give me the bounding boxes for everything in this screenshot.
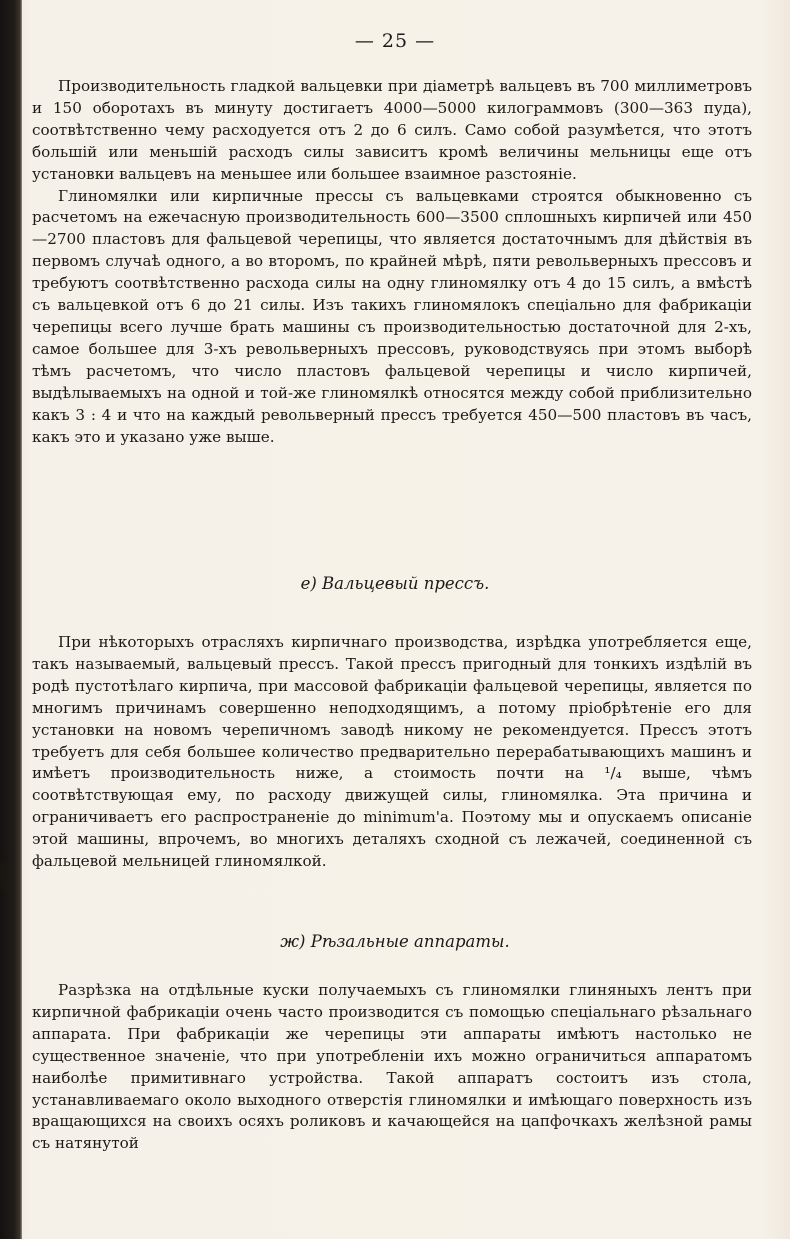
book-binding-edge: [0, 0, 22, 1239]
section-heading-cutters: ж) Рѣзальные аппараты.: [280, 932, 510, 951]
paragraph: При нѣкоторыхъ отрасляхъ кирпичнаго производства, изрѣдка употребляется еще, такъ называемый, вальцевый прессъ. Такой прессъ пригодный для тонкихъ издѣлій въ родѣ пустотѣлаго кирпича, при массовой фабрикаціи фальцевой черепицы, является по многимъ причинамъ совершенно неподходящимъ, а потому пріобрѣтеніе его для установки на новомъ черепичномъ заводѣ никому не рекомендуется. Прессъ этотъ требуетъ для себя большее количество предварительно перерабатывающихъ машинъ и имѣетъ производительность ниже, а стоимость почти на ¹/₄ выше, чѣмъ соотвѣтствующая ему, по расходу движущей силы, глиномялка. Эта причина и ограничиваетъ его распространеніе до minimum'а. Поэтому мы и опускаемъ описаніе этой машины, впрочемъ, во многихъ деталяхъ сходной съ лежачей, соединенной съ фальцевой мельницей глиномялкой.: [32, 633, 752, 871]
page-smudge: [0, 860, 10, 890]
section-3-text: [32, 980, 752, 1155]
section-1-text: [32, 76, 752, 448]
paragraph: Производительность гладкой вальцевки при діаметрѣ вальцевъ въ 700 миллиметровъ и 150 оборотахъ въ минуту достигаетъ 4000—5000 килограммовъ (300—363 пуда), соотвѣтственно чему расходуется отъ 2 до 6 силъ. Само собой разумѣется, что этотъ большій или меньшій расходъ силы зависитъ кромѣ величины мельницы еще отъ установки вальцевъ на меньшее или большее взаимное разстояніе.: [32, 77, 752, 183]
paragraph: Глиномялки или кирпичные прессы съ вальцевками строятся обыкновенно съ расчетомъ на ежечасную производительность 600—3500 сплошныхъ кирпичей или 450—2700 пластовъ для фальцевой черепицы, что является достаточнымъ для дѣйствія въ первомъ случаѣ одного, а во второмъ, по крайней мѣрѣ, пяти револьверныхъ прессовъ и требуютъ соотвѣтственно расхода силы на одну глиномялку отъ 4 до 15 силъ, а вмѣстѣ съ вальцевкой отъ 6 до 21 силы. Изъ такихъ глиномялокъ спеціально для фабрикаціи черепицы всего лучше брать машины съ производительностью достаточной для 2-хъ, самое большее для 3-хъ револьверныхъ прессовъ, руководствуясь при этомъ выборѣ тѣмъ расчетомъ, что число пластовъ фальцевой черепицы и число кирпичей, выдѣлываемыхъ на одной и той-же глиномялкѣ относятся между собой приблизительно какъ 3 : 4 и что на каждый револьверный прессъ требуется 450—500 пластовъ въ часъ, какъ это и указано уже выше.: [32, 186, 752, 446]
section-heading-press: е) Вальцевый прессъ.: [300, 574, 490, 593]
paragraph: Разрѣзка на отдѣльные куски получаемыхъ съ глиномялки глиняныхъ лентъ при кирпичной фабрикаціи очень часто производится съ помощью спеціальнаго рѣзальнаго аппарата. При фабрикаціи же черепицы эти аппараты имѣютъ настолько не существенное значеніе, что при употребленіи ихъ можно ограничиться аппаратомъ наиболѣе примитивнаго устройства. Такой аппаратъ состоитъ изъ стола, устанавливаемаго около выходного отверстія глиномялки и имѣющаго поверхность изъ вращающихся на своихъ осяхъ роликовъ и качающейся на цапфочкахъ желѣзной рамы съ натянутой: [32, 981, 752, 1153]
page-number: — 25 —: [354, 30, 436, 52]
section-2-text: [32, 632, 752, 873]
